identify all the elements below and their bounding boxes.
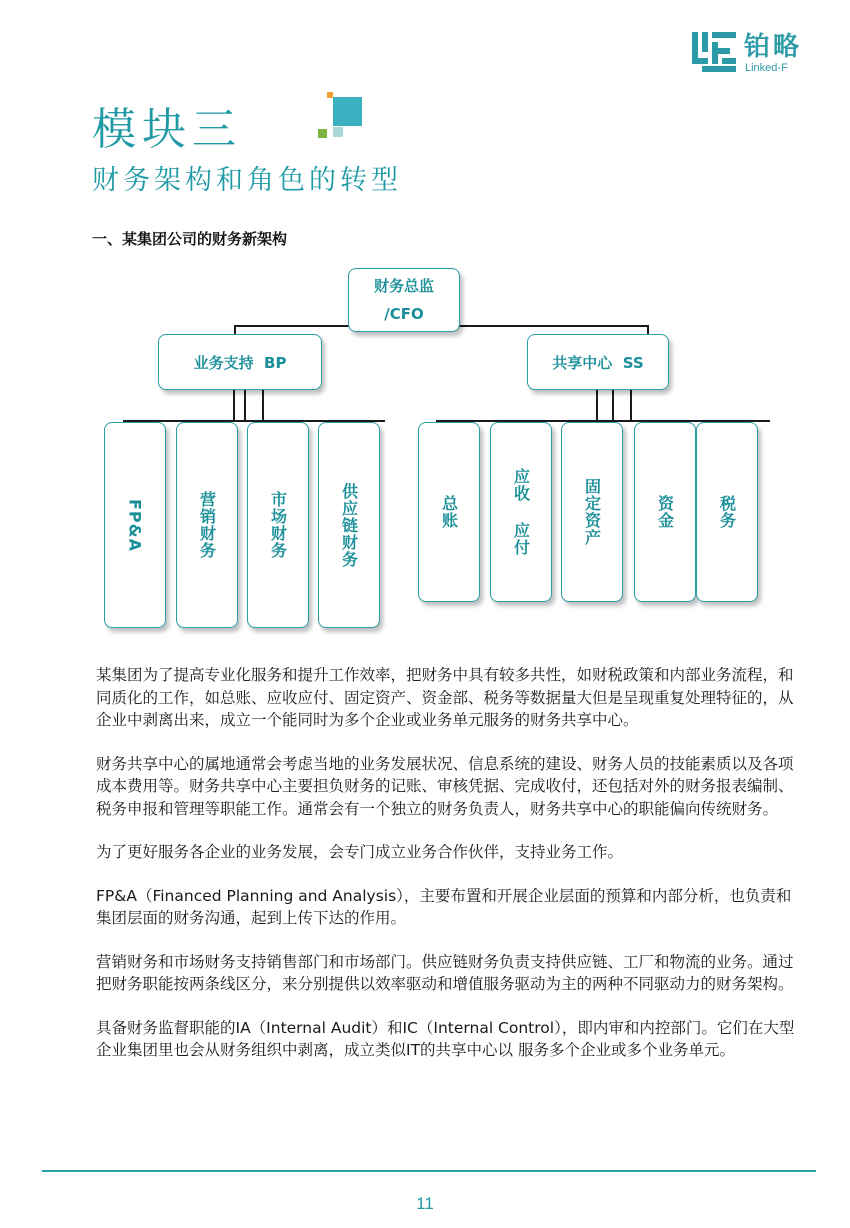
org-node-label: FP&A [125, 498, 145, 552]
org-node-label: 税务 [717, 495, 737, 529]
org-node-bp-child [176, 422, 238, 628]
footer-divider [42, 1170, 816, 1172]
paragraph: 财务共享中心的属地通常会考虑当地的业务发展状况、信息系统的建设、财务人员的技能素质以及各项成本费用等。财务共享中心主要担负财务的记账、审核凭据、完成收付，还包括对外的财务报表编制、税务申报和管理等职能工作。通常会有一个独立的财务负责人，财务共享中心的职能偏向传统财务。 [96, 754, 794, 818]
paragraph: 营销财务和市场财务支持销售部门和市场部门。供应链财务负责支持供应链、工厂和物流的业务。通过把财务职能按两条线区分，来分别提供以效率驱动和增值服务驱动为主的两种不同驱动力的财务架构。 [96, 952, 794, 993]
logo-text: 铂略 [744, 32, 803, 62]
org-node-ss-child [634, 422, 696, 602]
connector-ss-down-2 [612, 390, 614, 420]
decorative-square-large [333, 97, 362, 126]
org-node-bp-child [318, 422, 380, 628]
decorative-square-mid [333, 127, 343, 137]
org-node-cfo-line2: /CFO [384, 305, 424, 323]
org-node-bp-child [247, 422, 309, 628]
paragraph: 某集团为了提高专业化服务和提升工作效率，把财务中具有较多共性，如财税政策和内部业务流程，和同质化的工作，如总账、应收应付、固定资产、资金部、税务等数据量大但是呈现重复处理特征的，从企业中剥离出来，成立一个能同时为多个企业或业务单元服务的财务共享中心。 [96, 666, 794, 729]
connector-bp-down-2 [244, 390, 246, 420]
org-node-cfo-line1: 财务总监 [373, 277, 434, 295]
section-heading: 一、某集团公司的财务新架构 [92, 230, 288, 248]
paragraph: 具备财务监督职能的IA（Internal Audit）和IC（Internal Control），即内审和内控部门。它们在大型企业集团里也会从财务组织中剥离，成立类似IT的共享中心以 服务多个企业或多个业务单元。 [96, 1018, 795, 1059]
org-node-ss [527, 334, 669, 390]
page-number: 11 [416, 1194, 434, 1213]
org-node-label: 固定资产 [582, 478, 602, 546]
org-node-ss-child [418, 422, 480, 602]
org-node-bp-label: 业务支持 BP [193, 353, 287, 372]
org-node-ss-label: 共享中心 SS [552, 353, 644, 372]
org-node-ss-child [696, 422, 758, 602]
org-node-bp [158, 334, 322, 390]
org-node-label: 应收 应付 [511, 468, 531, 556]
org-node-label: 营销财务 [197, 491, 217, 559]
logo-subtext: Linked-F [745, 62, 788, 74]
paragraph: 为了更好服务各企业的业务发展，会专门成立业务合作伙伴，支持业务工作。 [96, 843, 624, 861]
org-node-label: 供应链财务 [339, 482, 359, 568]
module-title: 模块三 [92, 104, 242, 155]
org-node-bp-child [104, 422, 166, 628]
org-chart [0, 260, 850, 640]
linked-f-logo-icon [692, 32, 736, 72]
org-node-cfo [348, 268, 460, 332]
connector-bp-down-1 [233, 390, 235, 420]
org-node-label: 资金 [655, 495, 675, 529]
connector-ss-down-1 [596, 390, 598, 420]
org-node-label: 市场财务 [268, 491, 288, 559]
paragraph: FP&A（Financed Planning and Analysis），主要布置和开展企业层面的预算和内部分析，也负责和集团层面的财务沟通，起到上传下达的作用。 [96, 886, 792, 927]
body-text [96, 664, 796, 1083]
org-node-label: 总账 [439, 495, 459, 529]
decorative-square-green [318, 129, 327, 138]
org-node-ss-child [561, 422, 623, 602]
connector-bp-down-3 [262, 390, 264, 420]
module-subtitle: 财务架构和角色的转型 [92, 165, 402, 196]
org-node-ss-child [490, 422, 552, 602]
connector-ss-down-3 [630, 390, 632, 420]
